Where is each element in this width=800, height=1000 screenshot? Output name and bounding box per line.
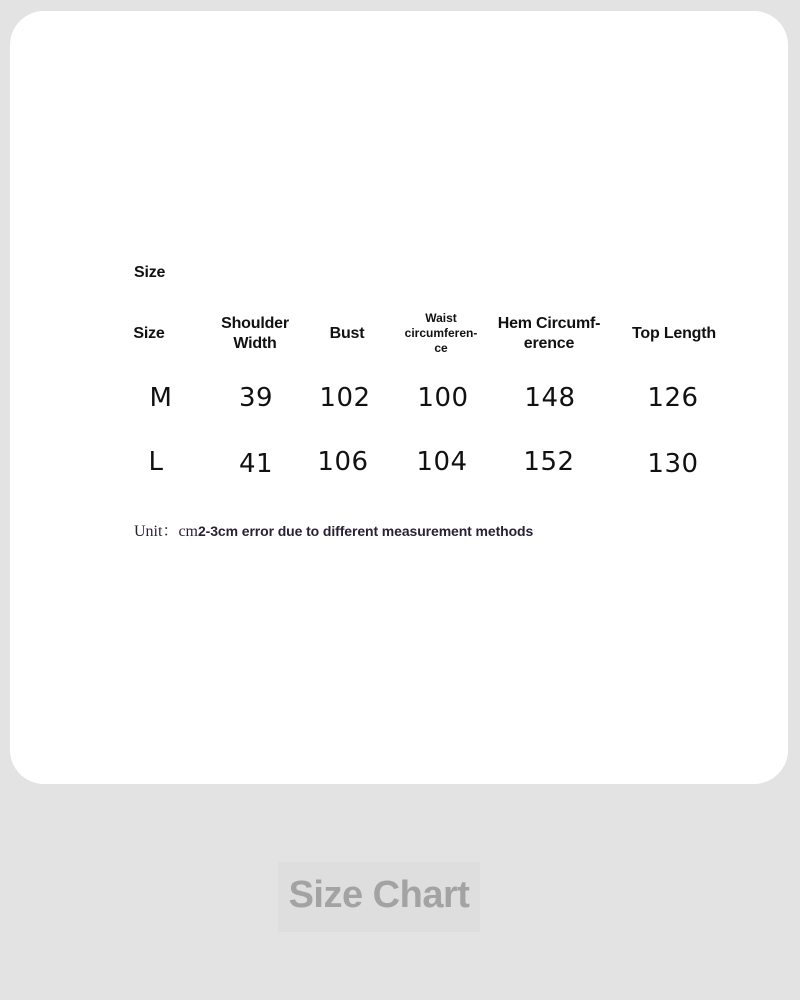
row-m-waist: 100: [417, 383, 469, 413]
header-bust: Bust: [329, 325, 365, 342]
error-note: 2-3cm error due to different measurement methods: [198, 523, 534, 539]
header-hem-circumference: [484, 314, 614, 354]
row-m-hem: 148: [524, 383, 576, 413]
row-m-size: M: [149, 383, 173, 413]
measurement-note: [134, 518, 533, 541]
row-l-bust: 106: [317, 447, 369, 477]
header-size: Size: [133, 325, 165, 342]
header-shoulder-width: [205, 314, 305, 354]
row-l-size: L: [148, 447, 164, 477]
row-l-shoulder: 41: [238, 449, 274, 479]
header-top-length: Top Length: [632, 325, 716, 342]
header-shoulder-line-1: Shoulder: [221, 315, 289, 332]
header-waist-line-3: ce: [434, 341, 448, 355]
header-shoulder-line-2: Width: [233, 335, 277, 352]
header-waist-line-1: Waist: [425, 311, 457, 325]
row-l-length: 130: [647, 449, 699, 479]
header-hem-line-1: Hem Circumf-: [497, 315, 601, 332]
row-m-length: 126: [647, 383, 699, 413]
row-l-waist: 104: [416, 447, 468, 477]
row-m-shoulder: 39: [238, 383, 274, 413]
table-title: Size: [134, 264, 166, 281]
row-m-bust: 102: [319, 383, 371, 413]
size-chart-label: Size Chart: [278, 862, 480, 932]
unit-label: Unit：cm: [134, 523, 198, 540]
header-waist-circumference: [392, 311, 490, 356]
header-waist-line-2: circumferen-: [404, 326, 478, 340]
header-hem-line-2: erence: [523, 335, 575, 352]
row-l-hem: 152: [523, 447, 575, 477]
